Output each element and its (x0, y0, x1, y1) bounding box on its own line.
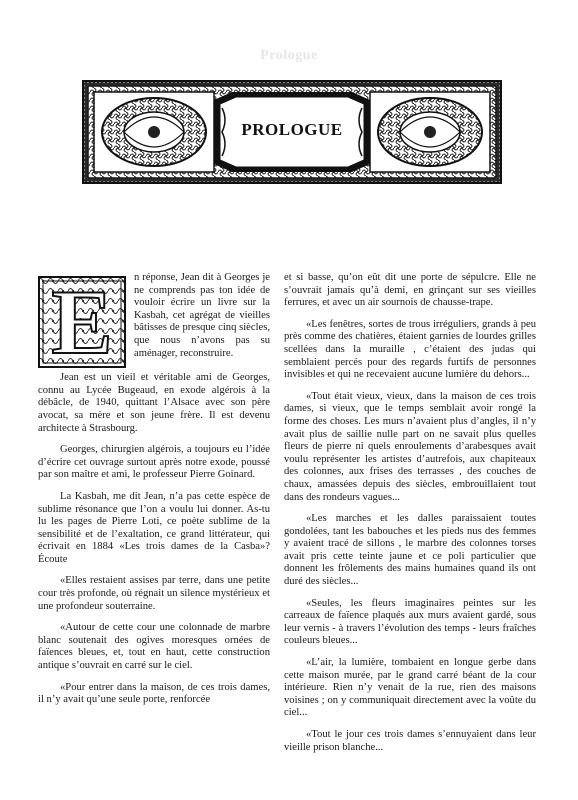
drop-cap-letter: E (51, 271, 113, 373)
quote-paragraph: «Les marches et les dalles paraissaient toutes gondolées, tant les babouches et les pieds nus des femmes y avaient tracé de sillons , le marbre des colonnes torses avait pris cette teinte jaune et ce poli particulier que donnent les frôlements des mains humaines quand ils ont duré des siècles... (284, 513, 536, 588)
paragraph: Jean est un vieil et véritable ami de Georges, connu au Lycée Bugeaud, en exode algérois à la débâcle, de 1940, quittant l’Alsace avec son père avocat, sa mère et son jeune frère. Il est devenu architecte à Strasbourg. (38, 372, 270, 434)
quote-paragraph: «Seules, les fleurs imaginaires peintes sur les carreaux de faïence plaqués aux murs avaient gardé, sous leur vernis - à travers l’évolution des temps - leurs fraîches couleurs bleues... (284, 597, 536, 647)
quote-paragraph: «L’air, la lumière, tombaient en longue gerbe dans cette maison murée, par le grand carré béant de la cour intérieure. Rien n’y venait de la rue, rien des maisons voisines ; on y communiquait directement avec la voûte du ciel... (284, 657, 536, 719)
quote-paragraph: «Tout était vieux, vieux, dans la maison de ces trois dames, si vieux, que le temps semblait avoir rongé la forme des choses. Les murs n’avaient plus d’angles, il n’y avait plus de saillie nulle part on ne savait plus quelles fleurs de pierre ni quels enroulements d’arabesques avait voulu représenter les artistes d’autrefois, aux chapiteaux des colonnes, aux frises des terrasses , des couches de chaux, amassées depuis des siècles, embrouillaient tout dans des rondeurs vagues... (284, 390, 536, 503)
show-through-title: Prologue (260, 48, 318, 63)
drop-cap (38, 271, 126, 373)
right-column (284, 272, 536, 763)
paragraph: Georges, chirurgien algérois, a toujours eu l’idée d’écrire cet ouvrage surtout après notre exode, poussé par son maître et ami, le professeur Pierre Goinard. (38, 444, 270, 481)
quote-paragraph: «Pour entrer dans la maison, de ces trois dames, il n’y avait qu’une seule porte, renforcée (38, 681, 270, 706)
quote-paragraph: «Autour de cette cour une colonnade de marbre blanc soutenait des ogives moresques ornées de faïences bleues, et, tout en haut, cette construction antique s’ouvrait en carré sur le ciel. (38, 622, 270, 672)
quote-paragraph: «Les fenêtres, sortes de trous irréguliers, grands à peu près comme des chatières, étaient garnies de lourdes grilles scellées dans la muraille , c’étaient des judas qui semblaient percés pour des regards furtifs de personnes invisibles et qui ne recevaient aucune lumière du dehors... (284, 318, 536, 381)
quote-paragraph: «Elles restaient assises par terre, dans une petite cour très profonde, où régnait un silence mystérieux et une profondeur souterraine. (38, 575, 270, 612)
paragraph: La Kasbah, me dit Jean, n’a pas cette espèce de sublime résonance que l’on a voulu lui donner. As-tu lu les pages de Pierre Loti, ce poète sublime de la sensibilité et de l’exaltation, ce grand littérateur, qui écrivait en 1884 «Les trois dames de la Casba»? Écoute (38, 490, 270, 565)
quote-paragraph: et si basse, qu’on eût dit une porte de sépulcre. Elle ne s’ouvrait jamais qu’à demi, en grinçant sur ses vieilles ferrures, et avec un air sournois de chausse-trape. (284, 272, 536, 309)
quote-paragraph: «Tout le jour ces trois dames s’ennuyaient dans leur vieille prison blanche... (284, 729, 536, 753)
paragraph: n réponse, Jean dit à Georges je ne comprends pas ton idée de vouloir écrire un livre sur la Kasbah, cet agrégat de vieilles bâtisses de presque cinq siècles, que nous n’avons pas su aménager, reconstruire. (134, 272, 270, 359)
left-column (38, 272, 270, 716)
prologue-banner (82, 80, 502, 184)
page-title: PROLOGUE (241, 120, 343, 139)
